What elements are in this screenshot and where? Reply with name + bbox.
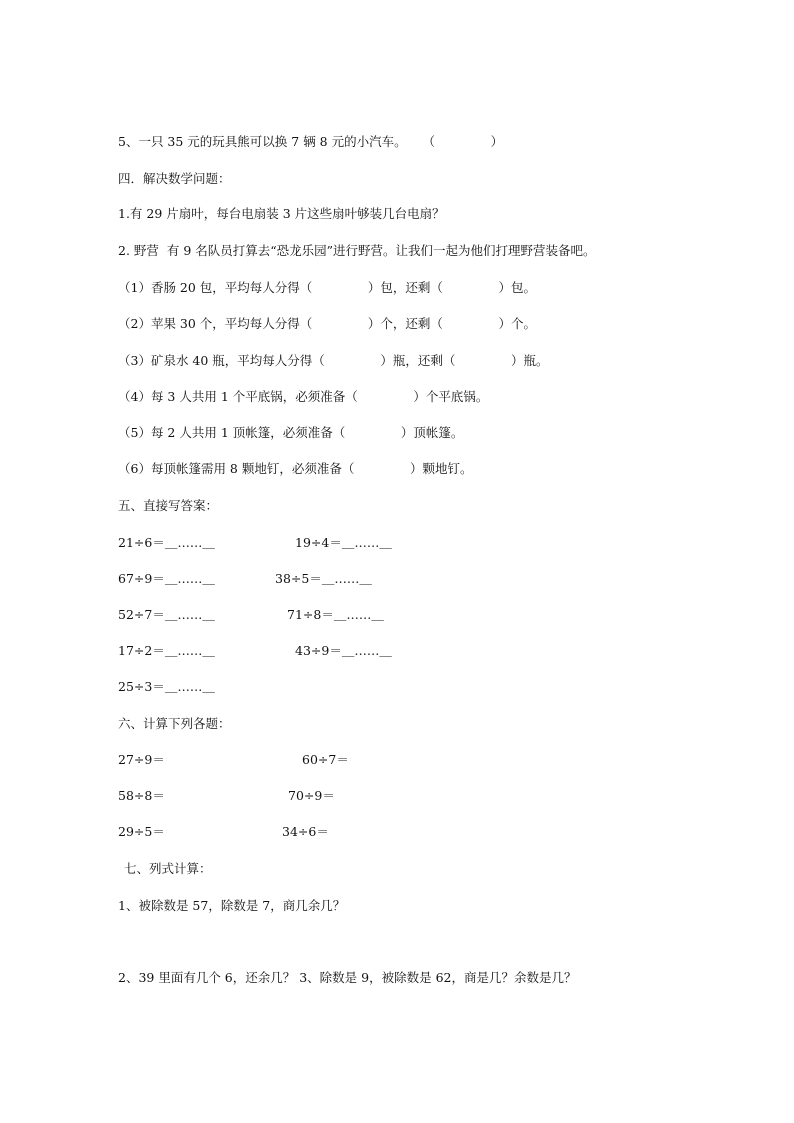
direct-answer-left: 21÷6＝＿……＿ bbox=[118, 535, 215, 550]
truefalse-q5: 5、一只 35 元的玩具熊可以换 7 辆 8 元的小汽车。 （ ） bbox=[118, 134, 504, 149]
problem-2: 2. 野营 有 9 名队员打算去“恐龙乐园”进行野营。让我们一起为他们打理野营装备吧。 bbox=[118, 243, 596, 258]
section-6-heading: 六、计算下列各题： bbox=[118, 716, 231, 731]
section-7-heading: 七、列式计算： bbox=[124, 861, 212, 876]
problem-7-2-and-3: 2、39 里面有几个 6，还余几？ 3、除数是 9，被除数是 62，商是几？余数是几？ bbox=[118, 970, 577, 985]
problem-2-part-5: （5）每 2 人共用 1 顶帐篷，必须准备（ ）顶帐篷。 bbox=[118, 425, 464, 440]
direct-answer-left: 25÷3＝＿……＿ bbox=[118, 679, 215, 694]
direct-answer-right: 19÷4＝＿……＿ bbox=[295, 535, 392, 550]
compute-right: 34÷6＝ bbox=[282, 824, 329, 839]
direct-answer-left: 17÷2＝＿……＿ bbox=[118, 643, 215, 658]
direct-answer-right: 43÷9＝＿……＿ bbox=[295, 643, 392, 658]
problem-2-part-1: （1）香肠 20 包，平均每人分得（ ）包，还剩（ ）包。 bbox=[118, 280, 537, 295]
direct-answer-right: 38÷5＝＿……＿ bbox=[275, 571, 372, 586]
compute-right: 60÷7＝ bbox=[302, 752, 349, 767]
problem-1: 1.有 29 片扇叶，每台电扇装 3 片这些扇叶够装几台电扇？ bbox=[118, 206, 445, 221]
problem-2-part-4: （4）每 3 人共用 1 个平底锅，必须准备（ ）个平底锅。 bbox=[118, 389, 489, 404]
problem-2-part-3: （3）矿泉水 40 瓶，平均每人分得（ ）瓶，还剩（ ）瓶。 bbox=[118, 353, 549, 368]
problem-7-1: 1、被除数是 57，除数是 7，商几余几？ bbox=[118, 898, 346, 913]
compute-left: 27÷9＝ bbox=[118, 752, 165, 767]
compute-right: 70÷9＝ bbox=[288, 788, 335, 803]
section-4-heading: 四．解决数学问题： bbox=[118, 171, 231, 186]
direct-answer-right: 71÷8＝＿……＿ bbox=[287, 607, 384, 622]
direct-answer-left: 52÷7＝＿……＿ bbox=[118, 607, 215, 622]
problem-2-part-2: （2）苹果 30 个，平均每人分得（ ）个，还剩（ ）个。 bbox=[118, 316, 537, 331]
problem-2-part-6: （6）每顶帐篷需用 8 颗地钉，必须准备（ ）颗地钉。 bbox=[118, 461, 473, 476]
section-5-heading: 五、直接写答案： bbox=[118, 498, 219, 513]
direct-answer-left: 67÷9＝＿……＿ bbox=[118, 571, 215, 586]
compute-left: 29÷5＝ bbox=[118, 824, 165, 839]
compute-left: 58÷8＝ bbox=[118, 788, 165, 803]
